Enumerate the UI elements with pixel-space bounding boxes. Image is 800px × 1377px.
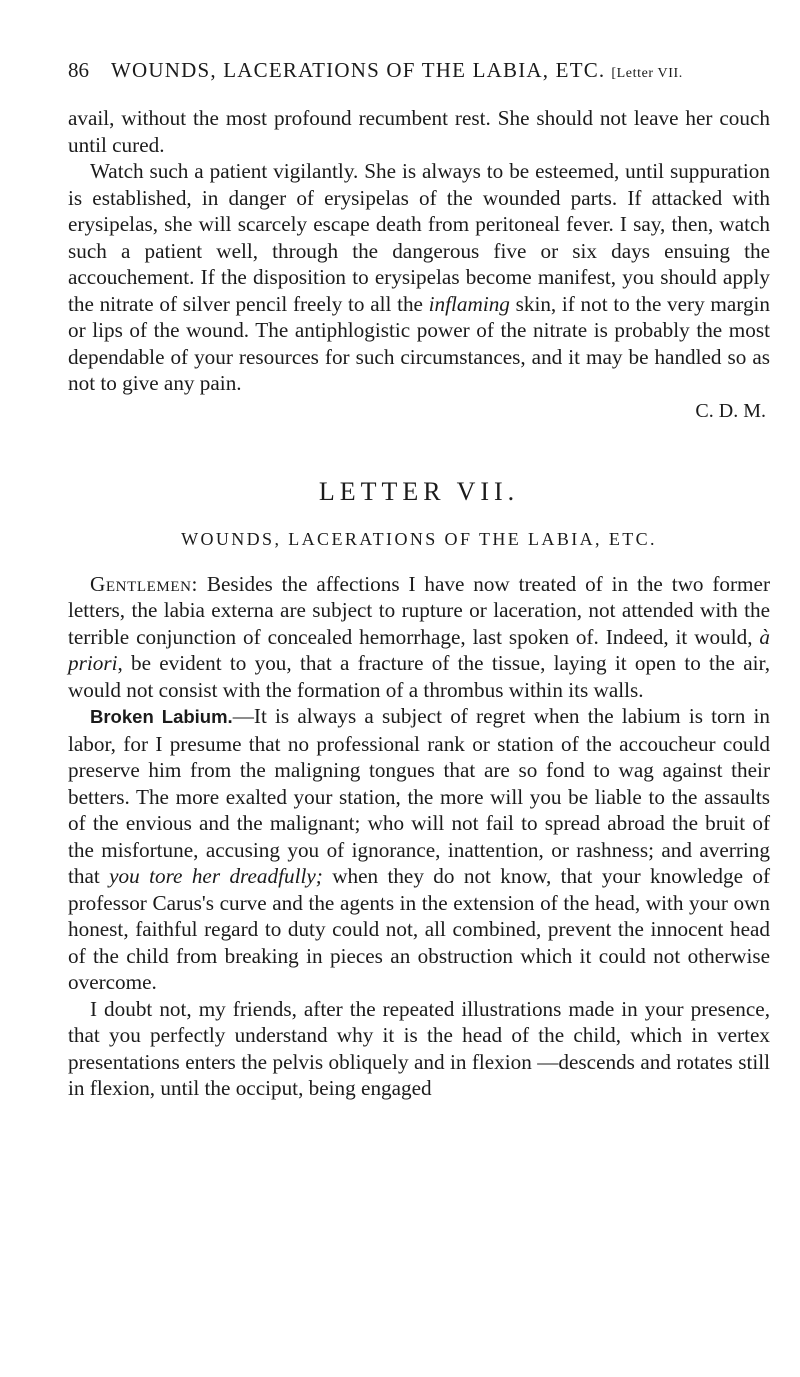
emphasized-text: you tore her dreadfully; bbox=[109, 864, 323, 888]
paragraph-text: Besides the affections I have now treated of in the two former letters, the labia externa are subject to rupture or laceration, not attended with the terrible conjunction of concealed hemorrhage, last spoken of. Indeed, it would, bbox=[68, 571, 770, 649]
running-title: WOUNDS, LACERATIONS OF THE LABIA, ETC. bbox=[111, 58, 606, 82]
paragraph-text: —It is always a subject of regret when the labium is torn in labor, for I presume that no professional rank or station of the accoucheur could preserve him from the maligning tongues that are so fond to wag against their betters. The more exalted your station, the more will you be liable to the assaults of the envious and the malignant; who will not fail to spread abroad the bruit of the misfortune, accusing you of ignorance, inattention, or rashness; and averring that bbox=[68, 704, 770, 888]
continued-paragraph: avail, without the most profound recumbent rest. She should not leave her couch until cured. bbox=[68, 106, 770, 157]
emphasized-text: à priori bbox=[68, 624, 771, 675]
running-head bbox=[68, 58, 770, 83]
paragraph-text: when they do not know, that your knowledge of professor Carus's curve and the agents in the extension of the head, with your own honest, faithful regard to duty could not, all combined, prevent the innocent head of the child from breaking in pieces an obstruction which it could not otherwise overcome. bbox=[68, 864, 771, 994]
section-paragraph bbox=[68, 703, 770, 996]
section-label: Broken Labium. bbox=[90, 706, 233, 727]
letter-subheading: WOUNDS, LACERATIONS OF THE LABIA, ETC. bbox=[181, 528, 657, 549]
page-number: 86 bbox=[68, 58, 89, 82]
letter-reference: [Letter VII. bbox=[611, 66, 683, 81]
author-signature: C. D. M. bbox=[695, 399, 766, 422]
emphasized-text: inflaming bbox=[428, 291, 510, 316]
letter-heading: LETTER VII. bbox=[318, 476, 520, 506]
paragraph-text: Watch such a patient vigilantly. She is always to be esteemed, until suppuration is established, in danger of erysipelas of the wounded parts. If attacked with erysipelas, she will scarcely escape death from peritoneal fever. I say, then, watch such a patient well, through the dangerous five or six days ensuing the accouchement. If the disposition to erysipelas become manifest, you should apply the nitrate of silver pencil freely to all the bbox=[68, 159, 770, 316]
salutation: Gentlemen: bbox=[90, 571, 199, 596]
book-page bbox=[68, 58, 770, 1102]
body-paragraph bbox=[68, 158, 770, 397]
paragraph-text: , be evident to you, that a fracture of the tissue, laying it open to the air, would not consist with the formation of a thrombus within its walls. bbox=[68, 651, 770, 702]
paragraph-text: skin, if not to the very margin or lips of the wound. The antiphlogistic power of the nitrate is probably the most dependable of your resources for such circumstances, and it may be handled so as not to give any pain. bbox=[68, 291, 771, 395]
closing-paragraph: I doubt not, my friends, after the repeated illustrations made in your presence, that you perfectly understand why it is the head of the child, which in vertex presentations enters the pelvis obliquely and in flexion —descends and rotates still in flexion, until the occiput, being engaged bbox=[68, 996, 770, 1100]
opening-paragraph bbox=[68, 571, 770, 704]
